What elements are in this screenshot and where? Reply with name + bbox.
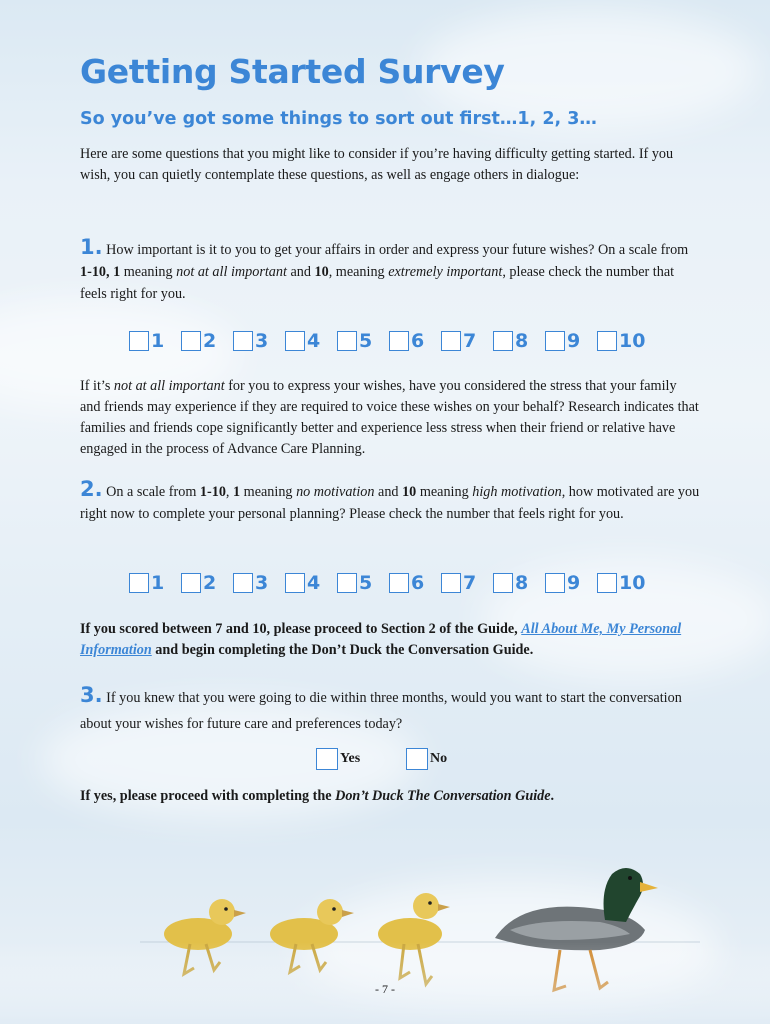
final-paragraph: If yes, please proceed with completing the Don’t Duck The Conversation Guide.: [80, 788, 555, 804]
checkbox[interactable]: [597, 331, 617, 351]
scale-option[interactable]: 1: [129, 572, 181, 594]
info-paragraph: If it’s not at all important for you to express your wishes, have you considered the stress that your family and friends may experience if they are required to voice these wishes on your behalf? Research indicates that families and friends cope significantly better and experience less stress when their friend or relative have engaged in the process of Advance Care Planning.: [80, 378, 699, 457]
question-3: 3. If you knew that you were going to die within three months, would you want to start the conversation about your wishes for future care and preferences today?: [80, 683, 682, 732]
scale-option[interactable]: 4: [285, 572, 337, 594]
checkbox[interactable]: [233, 331, 253, 351]
checkbox[interactable]: [493, 331, 513, 351]
scale-option[interactable]: 2: [181, 572, 233, 594]
scale-option[interactable]: 9: [545, 572, 597, 594]
scale-option[interactable]: 7: [441, 572, 493, 594]
scale-option[interactable]: 5: [337, 330, 389, 352]
scale-option[interactable]: 3: [233, 572, 285, 594]
checkbox[interactable]: [129, 573, 149, 593]
checkbox[interactable]: [545, 573, 565, 593]
checkbox[interactable]: [597, 573, 617, 593]
scale-option[interactable]: 4: [285, 330, 337, 352]
question-1: 1. How important is it to you to get your affairs in order and express your future wishes? On a scale from 1-10, 1 meaning not at all important and 10, meaning extremely important, please check the number that feels right for you.: [80, 235, 689, 302]
checkbox[interactable]: [233, 573, 253, 593]
proceed-paragraph: If you scored between 7 and 10, please proceed to Section 2 of the Guide, All About Me, My Personal Information and begin completing the Don’t Duck the Conversation Guide.: [80, 621, 682, 658]
yes-option[interactable]: Yes: [316, 748, 360, 770]
question-number: 2.: [80, 477, 103, 501]
no-checkbox[interactable]: [406, 748, 428, 770]
scale-option[interactable]: 8: [493, 572, 545, 594]
ducks-illustration: [0, 860, 770, 1024]
checkbox[interactable]: [389, 573, 409, 593]
checkbox[interactable]: [181, 331, 201, 351]
scale-q1: [129, 330, 649, 352]
scale-option[interactable]: 1: [129, 330, 181, 352]
page-number: - 7 -: [375, 982, 395, 996]
checkbox[interactable]: [337, 331, 357, 351]
question-2: 2. On a scale from 1-10, 1 meaning no motivation and 10 meaning high motivation, how motivated are you right now to complete your personal planning? Please check the number that feels right for you.: [80, 477, 700, 522]
page-title: Getting Started Survey: [80, 52, 505, 91]
checkbox[interactable]: [181, 573, 201, 593]
scale-option[interactable]: 3: [233, 330, 285, 352]
checkbox[interactable]: [493, 573, 513, 593]
scale-option[interactable]: 5: [337, 572, 389, 594]
question-number: 1.: [80, 235, 103, 259]
scale-q2: [129, 572, 649, 594]
scale-option[interactable]: 10: [597, 330, 649, 352]
scale-option[interactable]: 7: [441, 330, 493, 352]
question-number: 3.: [80, 683, 103, 707]
checkbox[interactable]: [441, 573, 461, 593]
scale-option[interactable]: 2: [181, 330, 233, 352]
checkbox[interactable]: [129, 331, 149, 351]
scale-option[interactable]: 6: [389, 330, 441, 352]
scale-option[interactable]: 9: [545, 330, 597, 352]
checkbox[interactable]: [441, 331, 461, 351]
scale-option[interactable]: 6: [389, 572, 441, 594]
checkbox[interactable]: [337, 573, 357, 593]
scale-option[interactable]: 8: [493, 330, 545, 352]
scale-option[interactable]: 10: [597, 572, 649, 594]
checkbox[interactable]: [545, 331, 565, 351]
intro-paragraph: Here are some questions that you might like to consider if you’re having difficulty getting started. If you wish, you can quietly contemplate these questions, as well as engage others in dialogue:: [80, 146, 674, 183]
checkbox[interactable]: [285, 331, 305, 351]
page-subtitle: So you’ve got some things to sort out first…1, 2, 3…: [80, 109, 597, 129]
checkbox[interactable]: [389, 331, 409, 351]
section-2-link[interactable]: All About Me, My Personal Information: [80, 621, 682, 658]
checkbox[interactable]: [285, 573, 305, 593]
yes-checkbox[interactable]: [316, 748, 338, 770]
no-option[interactable]: No: [406, 748, 447, 770]
